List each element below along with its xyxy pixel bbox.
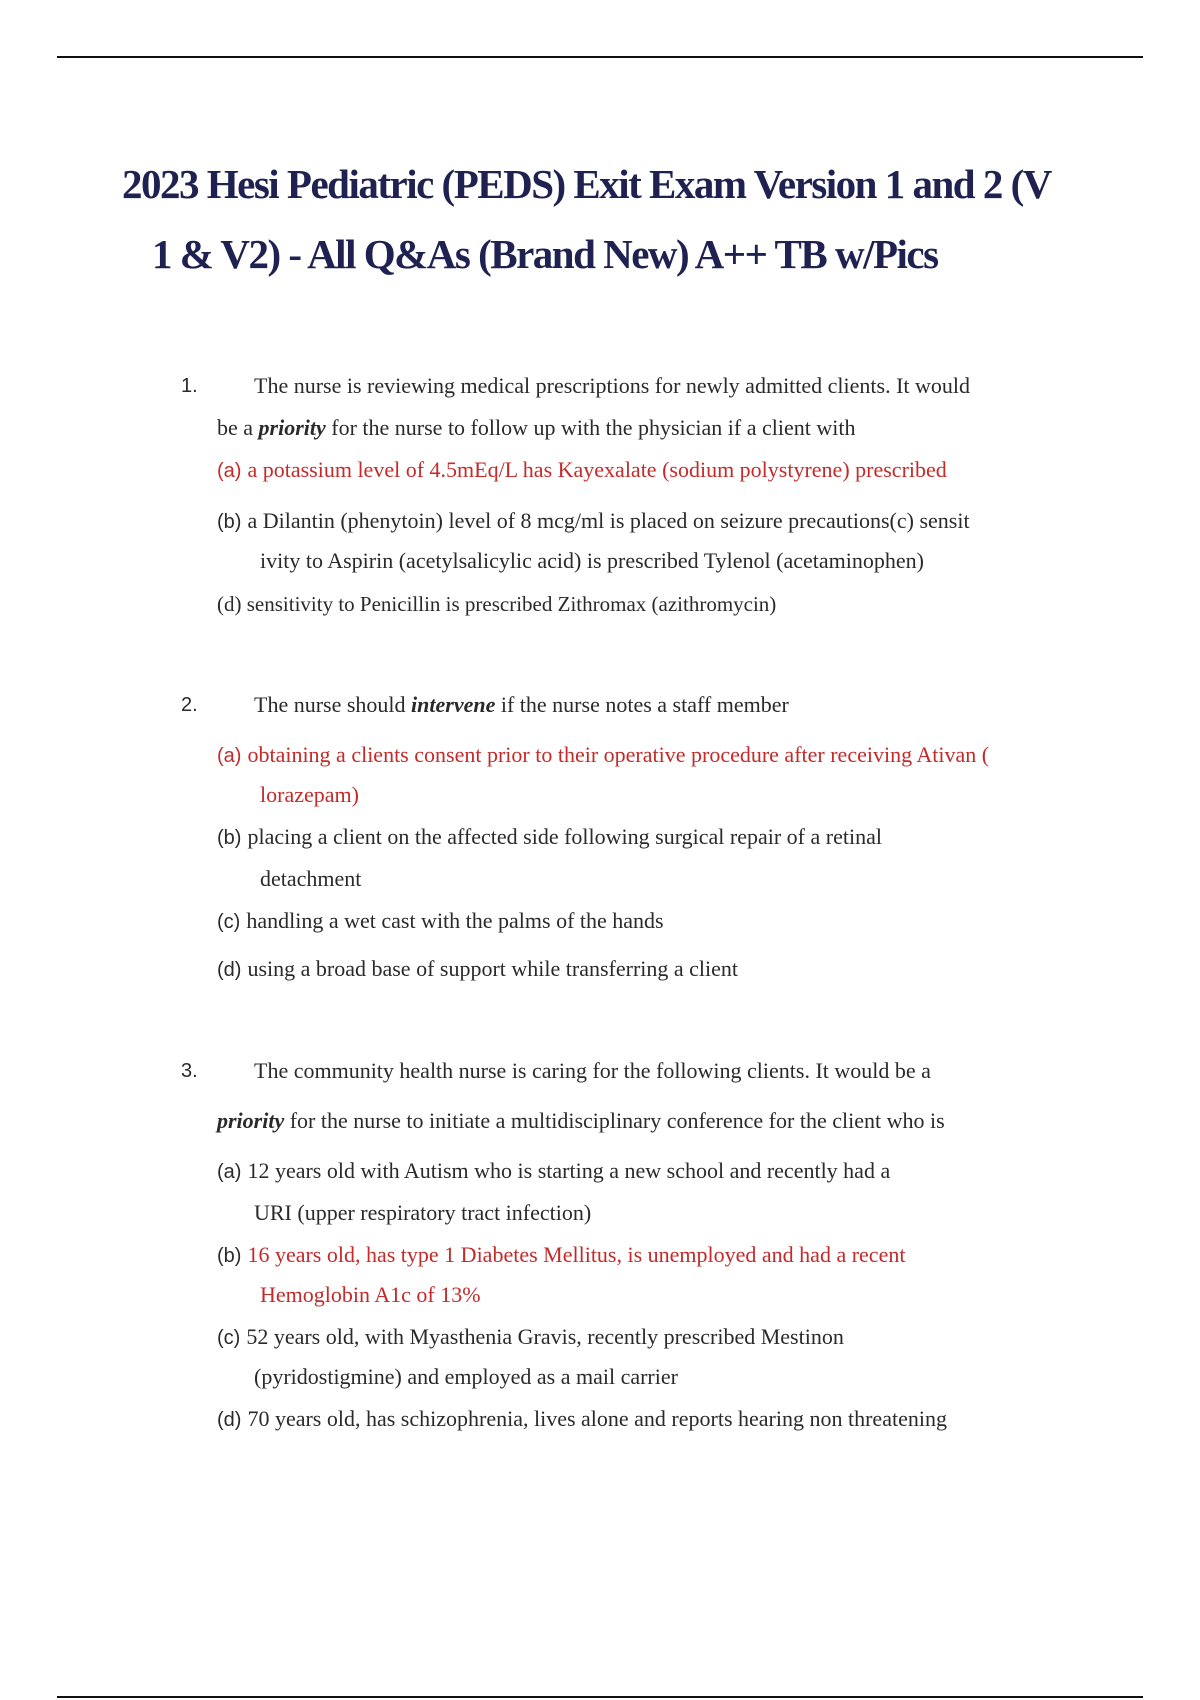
question-stem-line-2 — [217, 407, 855, 449]
option-label: (d) — [217, 1409, 242, 1431]
question-stem — [254, 684, 789, 726]
option-text: 12 years old with Autism who is starting a new school and recently had a — [247, 1158, 891, 1183]
top-rule — [57, 56, 1143, 58]
option-label: (b) — [217, 1245, 242, 1267]
stem-text: if the nurse notes a staff member — [495, 692, 789, 717]
answer-option-d — [217, 583, 776, 625]
option-text: a potassium level of 4.5mEq/L has Kayexalate (sodium polystyrene) prescribed — [247, 457, 947, 482]
option-label: (d) — [217, 959, 242, 981]
option-continuation: (pyridostigmine) and employed as a mail carrier — [254, 1364, 678, 1389]
bottom-rule — [57, 1696, 1143, 1698]
option-text: a Dilantin (phenytoin) level of 8 mcg/ml is placed on seizure precautions(c) sensit — [247, 508, 970, 533]
option-continuation: ivity to Aspirin (acetylsalicylic acid) is prescribed Tylenol (acetaminophen) — [260, 548, 924, 573]
option-text: using a broad base of support while transferring a client — [247, 956, 739, 981]
option-text: obtaining a clients consent prior to their operative procedure after receiving Ativan ( — [247, 742, 990, 767]
question-stem-line-1: The nurse is reviewing medical prescriptions for newly admitted clients. It would — [254, 373, 971, 398]
stem-text: for the nurse to follow up with the physician if a client with — [325, 415, 856, 440]
answer-option-a — [217, 1150, 890, 1193]
answer-option-a — [217, 734, 989, 777]
answer-option-d — [217, 1398, 947, 1441]
stem-text: The nurse should — [254, 692, 412, 717]
option-text: handling a wet cast with the palms of the hands — [246, 908, 664, 933]
answer-option-a — [217, 449, 947, 492]
stem-emphasis: priority — [258, 415, 326, 440]
option-text: 16 years old, has type 1 Diabetes Mellitus, is unemployed and had a recent — [247, 1242, 906, 1267]
option-continuation: detachment — [260, 866, 362, 891]
question-number: 1. — [181, 375, 198, 397]
option-label: (b) — [217, 827, 242, 849]
answer-option-b — [217, 1234, 905, 1277]
stem-emphasis: intervene — [411, 692, 496, 717]
option-label: (a) — [217, 460, 242, 482]
title-line-1: 2023 Hesi Pediatric (PEDS) Exit Exam Version 1 and 2 (V — [122, 161, 1051, 207]
answer-option-d — [217, 948, 738, 991]
answer-option-c — [217, 900, 664, 943]
option-continuation: lorazepam) — [260, 782, 359, 807]
option-label: (a) — [217, 745, 242, 767]
option-text: placing a client on the affected side following surgical repair of a retinal — [247, 824, 882, 849]
title-line-2: 1 & V2) - All Q&As (Brand New) A++ TB w/Pics — [152, 231, 938, 277]
answer-option-c — [217, 1316, 844, 1359]
stem-text: for the nurse to initiate a multidisciplinary conference for the client who is — [284, 1108, 945, 1133]
option-continuation: Hemoglobin A1c of 13% — [260, 1282, 481, 1307]
option-label: (b) — [217, 511, 242, 533]
option-text: 52 years old, with Myasthenia Gravis, recently prescribed Mestinon — [246, 1324, 844, 1349]
question-number: 2. — [181, 694, 198, 716]
option-text: 70 years old, has schizophrenia, lives alone and reports hearing non threatening — [247, 1406, 947, 1431]
option-label: (d) — [217, 592, 242, 616]
option-text: sensitivity to Penicillin is prescribed Zithromax (azithromycin) — [246, 592, 777, 616]
option-continuation: URI (upper respiratory tract infection) — [254, 1200, 592, 1225]
question-stem-line-1: The community health nurse is caring for the following clients. It would be a — [254, 1058, 931, 1083]
option-label: (a) — [217, 1161, 242, 1183]
question-number: 3. — [181, 1060, 198, 1082]
stem-emphasis: priority — [217, 1108, 285, 1133]
answer-option-b — [217, 500, 970, 543]
option-label: (c) — [217, 1327, 241, 1349]
option-label: (c) — [217, 911, 241, 933]
question-stem-line-2 — [217, 1100, 945, 1142]
stem-text: be a — [217, 415, 259, 440]
answer-option-b — [217, 816, 882, 859]
